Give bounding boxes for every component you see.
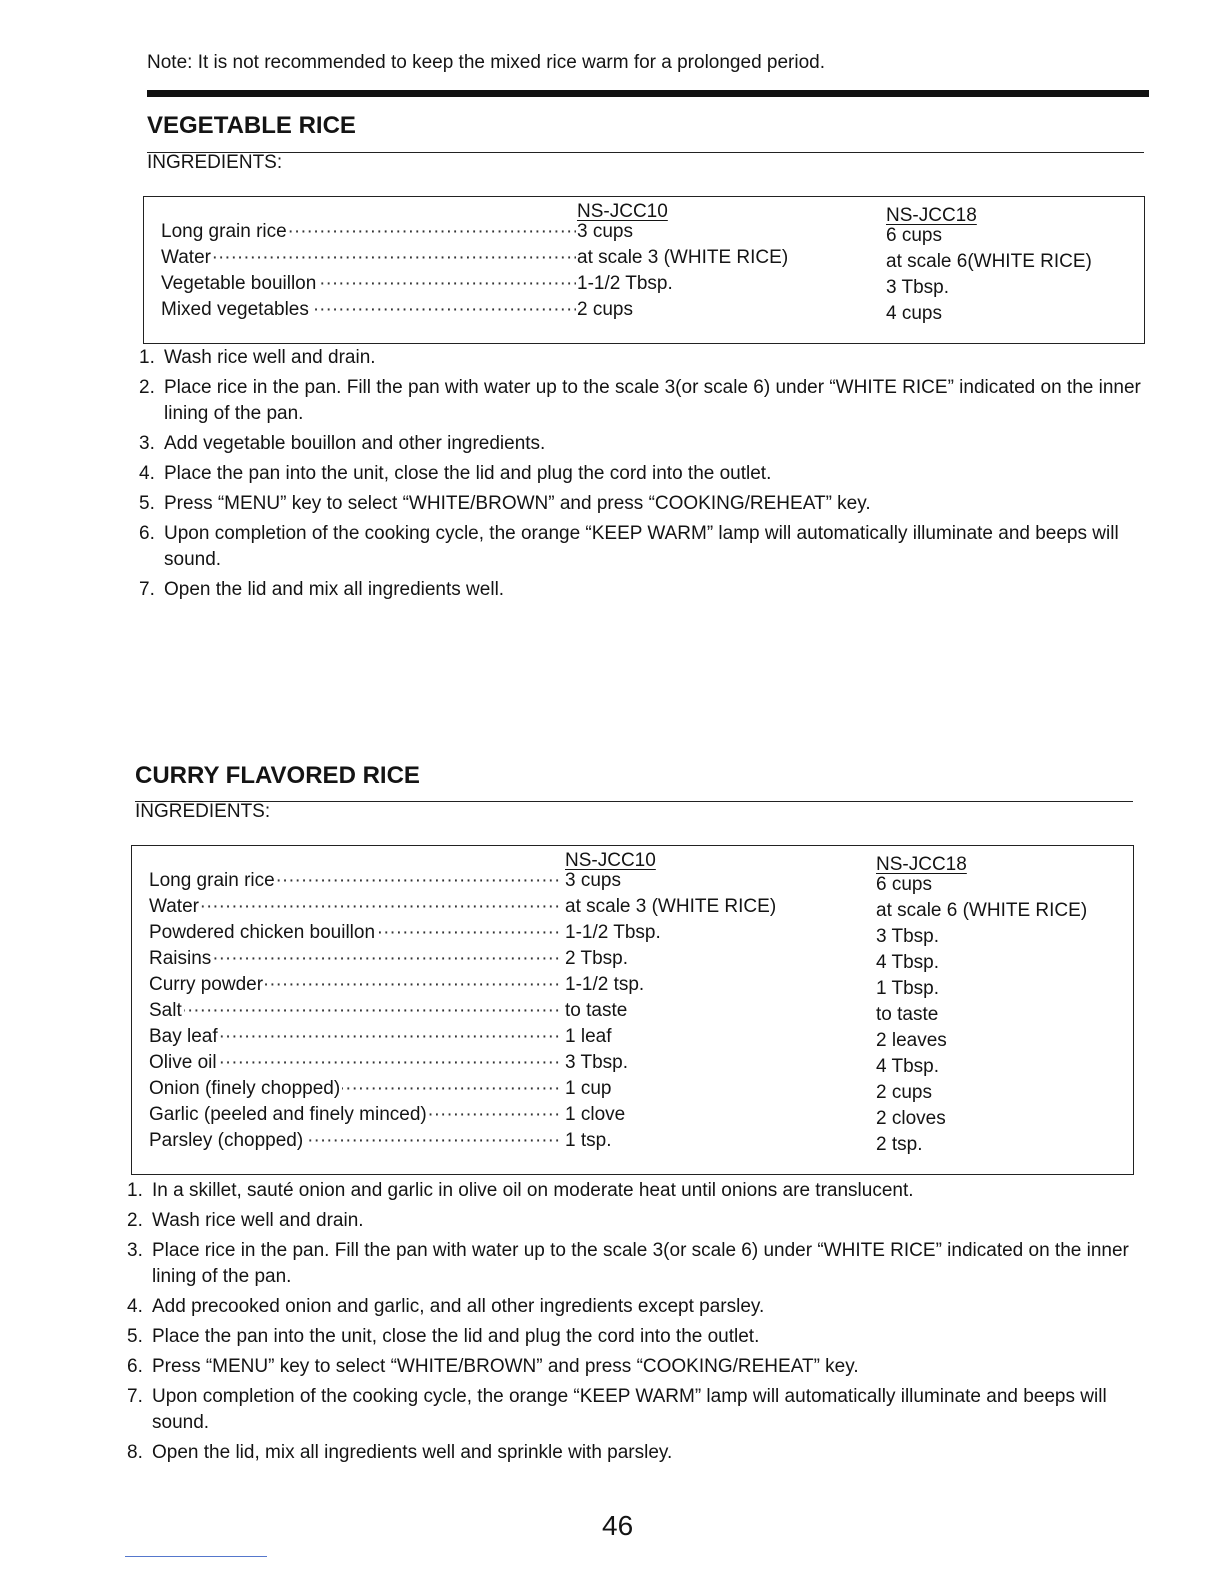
ingredient-name xyxy=(149,1076,562,1102)
ingredient-name-label: Raisins xyxy=(149,948,212,969)
amount-jcc10: at scale 3 (WHITE RICE) xyxy=(577,247,789,268)
ingredient-name-label: Vegetable bouillon xyxy=(161,273,317,294)
amount-jcc18: 2 tsp. xyxy=(876,1134,923,1155)
curry-ingredients-label: INGREDIENTS: xyxy=(135,801,271,822)
ingredient-name-label: Powdered chicken bouillon xyxy=(149,922,376,943)
step-text: Wash rice well and drain. xyxy=(152,1210,364,1231)
curry-step xyxy=(127,1324,1137,1350)
curry-ingredients-table xyxy=(131,845,1134,1175)
curry-title-rule xyxy=(135,801,1133,802)
curry-ingredient-row xyxy=(132,894,1133,920)
curry-ingredient-row xyxy=(132,868,1133,894)
vegetable-step xyxy=(139,345,1149,371)
page-number: 46 xyxy=(602,1510,634,1541)
ingredient-name xyxy=(149,972,562,998)
ingredient-name-label: Long grain rice xyxy=(149,870,275,891)
amount-jcc10: to taste xyxy=(565,1000,628,1021)
step-number: 4. xyxy=(127,1296,143,1317)
curry-ingredient-row xyxy=(132,1128,1133,1154)
step-number: 4. xyxy=(139,463,155,484)
amount-jcc18: 6 cups xyxy=(886,225,942,246)
amount-jcc10: 1-1/2 Tbsp. xyxy=(565,922,661,943)
step-text: Upon completion of the cooking cycle, the orange “KEEP WARM” lamp will automatically illuminate and beeps will sound. xyxy=(164,523,1119,570)
amount-jcc10: 1-1/2 tsp. xyxy=(565,974,645,995)
ingredient-name-label: Water xyxy=(149,896,199,917)
step-number: 1. xyxy=(127,1180,143,1201)
footer-rule xyxy=(125,1556,267,1557)
ingredient-name-label: Onion (finely chopped) xyxy=(149,1078,341,1099)
vegetable-title-rule xyxy=(147,152,1144,153)
vegetable-step xyxy=(139,431,1149,457)
amount-jcc10: 3 cups xyxy=(565,870,621,891)
vegetable-ingredient-row xyxy=(144,271,1144,297)
amount-jcc10: 3 cups xyxy=(577,221,633,242)
curry-ingredient-row xyxy=(132,1102,1133,1128)
amount-jcc10: 1 leaf xyxy=(565,1026,612,1047)
ingredient-name-label: Water xyxy=(161,247,211,268)
ingredient-name xyxy=(161,219,576,245)
curry-step xyxy=(127,1178,1137,1204)
vegetable-ingredients-table xyxy=(143,196,1145,344)
step-text: In a skillet, sauté onion and garlic in olive oil on moderate heat until onions are translucent. xyxy=(152,1180,914,1201)
note-text: Note: It is not recommended to keep the mixed rice warm for a prolonged period. xyxy=(147,52,826,73)
ingredient-name-label: Salt xyxy=(149,1000,182,1021)
amount-jcc10: 1 tsp. xyxy=(565,1130,612,1151)
step-text: Upon completion of the cooking cycle, the orange “KEEP WARM” lamp will automatically illuminate and beeps will sound. xyxy=(152,1386,1107,1433)
curry-steps-list xyxy=(127,1178,1137,1470)
step-number: 3. xyxy=(127,1240,143,1261)
step-text: Place rice in the pan. Fill the pan with water up to the scale 3(or scale 6) under “WHITE RICE” indicated on the inner lining of the pan. xyxy=(164,377,1141,424)
amount-jcc10: at scale 3 (WHITE RICE) xyxy=(565,896,777,917)
ingredient-name-label: Bay leaf xyxy=(149,1026,218,1047)
curry-ingredient-row xyxy=(132,998,1133,1024)
amount-jcc18: 2 cups xyxy=(876,1082,932,1103)
heavy-divider xyxy=(147,90,1149,97)
curry-step xyxy=(127,1238,1137,1290)
ingredient-name xyxy=(149,868,562,894)
ingredient-name xyxy=(161,297,576,323)
curry-step xyxy=(127,1440,1137,1466)
step-number: 6. xyxy=(139,523,155,544)
step-text: Add precooked onion and garlic, and all other ingredients except parsley. xyxy=(152,1296,765,1317)
ingredient-name xyxy=(149,894,562,920)
amount-jcc18: 2 cloves xyxy=(876,1108,946,1129)
step-text: Add vegetable bouillon and other ingredients. xyxy=(164,433,546,454)
vegetable-step xyxy=(139,521,1149,573)
ingredient-name-label: Garlic (peeled and finely minced) xyxy=(149,1104,427,1125)
amount-jcc18: 1 Tbsp. xyxy=(876,978,940,999)
ingredient-name xyxy=(149,1050,562,1076)
curry-ingredient-row xyxy=(132,1024,1133,1050)
curry-step xyxy=(127,1294,1137,1320)
amount-jcc18: 4 cups xyxy=(886,303,942,324)
step-number: 3. xyxy=(139,433,155,454)
step-number: 1. xyxy=(139,347,155,368)
step-number: 8. xyxy=(127,1442,143,1463)
amount-jcc18: 3 Tbsp. xyxy=(876,926,940,947)
ingredient-name-label: Parsley (chopped) xyxy=(149,1130,304,1151)
amount-jcc18: 6 cups xyxy=(876,874,932,895)
ingredient-name-label: Curry powder xyxy=(149,974,264,995)
step-text: Place the pan into the unit, close the lid and plug the cord into the outlet. xyxy=(164,463,772,484)
step-text: Press “MENU” key to select “WHITE/BROWN” and press “COOKING/REHEAT” key. xyxy=(164,493,871,514)
vegetable-ingredient-row xyxy=(144,297,1144,323)
vegetable-col-head-jcc18: NS-JCC18 xyxy=(886,205,977,226)
step-number: 7. xyxy=(127,1386,143,1407)
step-number: 5. xyxy=(127,1326,143,1347)
ingredient-name-label: Olive oil xyxy=(149,1052,217,1073)
amount-jcc10: 1 clove xyxy=(565,1104,626,1125)
step-number: 2. xyxy=(139,377,155,398)
vegetable-col-head-jcc10: NS-JCC10 xyxy=(577,201,668,222)
ingredient-name xyxy=(149,1128,562,1154)
step-number: 2. xyxy=(127,1210,143,1231)
amount-jcc18: to taste xyxy=(876,1004,939,1025)
amount-jcc10: 1 cup xyxy=(565,1078,612,1099)
curry-col-head-jcc18: NS-JCC18 xyxy=(876,854,967,875)
ingredient-name xyxy=(149,1024,562,1050)
vegetable-rice-title: VEGETABLE RICE xyxy=(147,112,356,139)
curry-ingredient-row xyxy=(132,1050,1133,1076)
step-text: Place rice in the pan. Fill the pan with water up to the scale 3(or scale 6) under “WHITE RICE” indicated on the inner lining of the pan. xyxy=(152,1240,1129,1287)
amount-jcc18: 2 leaves xyxy=(876,1030,947,1051)
vegetable-step xyxy=(139,577,1149,603)
amount-jcc18: 3 Tbsp. xyxy=(886,277,950,298)
vegetable-steps-list xyxy=(139,345,1149,607)
curry-ingredient-row xyxy=(132,972,1133,998)
ingredient-name xyxy=(149,946,562,972)
vegetable-step xyxy=(139,461,1149,487)
ingredient-name xyxy=(149,998,562,1024)
ingredient-name xyxy=(149,1102,562,1128)
amount-jcc10: 3 Tbsp. xyxy=(565,1052,629,1073)
curry-ingredient-row xyxy=(132,920,1133,946)
vegetable-step xyxy=(139,375,1149,427)
step-text: Place the pan into the unit, close the lid and plug the cord into the outlet. xyxy=(152,1326,760,1347)
amount-jcc18: at scale 6 (WHITE RICE) xyxy=(876,900,1088,921)
curry-step xyxy=(127,1208,1137,1234)
curry-ingredient-row xyxy=(132,1076,1133,1102)
ingredient-name xyxy=(161,245,576,271)
ingredient-name-label: Mixed vegetables xyxy=(161,299,309,320)
vegetable-ingredient-row xyxy=(144,219,1144,245)
vegetable-step xyxy=(139,491,1149,517)
step-text: Press “MENU” key to select “WHITE/BROWN” and press “COOKING/REHEAT” key. xyxy=(152,1356,859,1377)
step-number: 6. xyxy=(127,1356,143,1377)
amount-jcc18: at scale 6(WHITE RICE) xyxy=(886,251,1092,272)
vegetable-ingredient-row xyxy=(144,245,1144,271)
vegetable-ingredients-label: INGREDIENTS: xyxy=(147,152,283,173)
amount-jcc10: 2 Tbsp. xyxy=(565,948,629,969)
amount-jcc10: 2 cups xyxy=(577,299,633,320)
curry-rice-title: CURRY FLAVORED RICE xyxy=(135,762,420,789)
step-number: 5. xyxy=(139,493,155,514)
ingredient-name-label: Long grain rice xyxy=(161,221,287,242)
amount-jcc18: 4 Tbsp. xyxy=(876,952,940,973)
step-text: Wash rice well and drain. xyxy=(164,347,376,368)
ingredient-name xyxy=(149,920,562,946)
curry-step xyxy=(127,1384,1137,1436)
curry-ingredient-row xyxy=(132,946,1133,972)
ingredient-name xyxy=(161,271,576,297)
curry-step xyxy=(127,1354,1137,1380)
amount-jcc18: 4 Tbsp. xyxy=(876,1056,940,1077)
step-number: 7. xyxy=(139,579,155,600)
step-text: Open the lid and mix all ingredients well. xyxy=(164,579,505,600)
step-text: Open the lid, mix all ingredients well and sprinkle with parsley. xyxy=(152,1442,673,1463)
curry-col-head-jcc10: NS-JCC10 xyxy=(565,850,656,871)
amount-jcc10: 1-1/2 Tbsp. xyxy=(577,273,673,294)
